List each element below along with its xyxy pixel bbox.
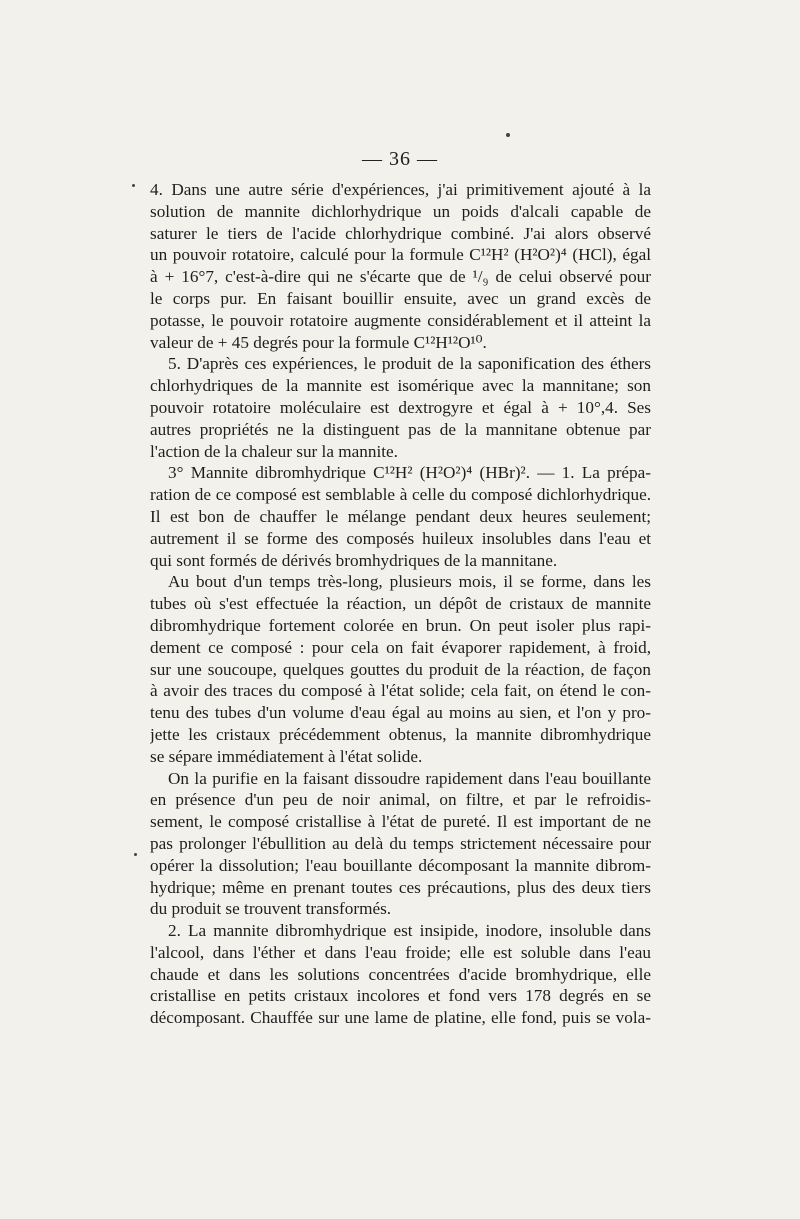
text-line: jette les cristaux précédemment obtenus, la mannite dibromhydrique bbox=[150, 724, 651, 744]
text-line: autres propriétés ne la distinguent pas de la mannitane obtenue par bbox=[150, 419, 651, 439]
text-line: sement, le composé cristallise à l'état de pureté. Il est important de ne bbox=[150, 812, 651, 832]
page-number: — 36 — bbox=[362, 148, 438, 170]
text-line: saturer le tiers de l'acide chlorhydrique combiné. J'ai alors observé bbox=[150, 223, 651, 243]
text-line: décomposant. Chauffée sur une lame de platine, elle fond, puis se vola- bbox=[150, 1008, 651, 1028]
text-line: On la purifie en la faisant dissoudre rapidement dans l'eau bouillante bbox=[168, 768, 651, 788]
text-line: à avoir des traces du composé à l'état solide; cela fait, on étend le con- bbox=[150, 681, 651, 701]
text-line: Au bout d'un temps très-long, plusieurs mois, il se forme, dans les bbox=[168, 572, 651, 592]
text-line: sur une soucoupe, quelques gouttes du produit de la réaction, de façon bbox=[150, 659, 651, 679]
text-line: qui sont formés de dérivés bromhydriques de la mannitane. bbox=[150, 550, 558, 570]
text-line: 5. D'après ces expériences, le produit de la saponification des éthers bbox=[168, 354, 651, 374]
text-line: en présence d'un peu de noir animal, on filtre, et par le refroidis- bbox=[150, 790, 651, 810]
text-line: autrement il se forme des composés huileux insolubles dans l'eau et bbox=[150, 528, 651, 548]
text-line: tenu des tubes d'un volume d'eau égal au moins au sien, et l'on y pro- bbox=[150, 703, 651, 723]
text-line: dibromhydrique fortement colorée en brun. On peut isoler plus rapi- bbox=[150, 615, 651, 635]
text-line: Il est bon de chauffer le mélange pendant deux heures seulement; bbox=[150, 506, 651, 526]
text-line: chlorhydriques de la mannite est isomérique avec la mannitane; son bbox=[150, 376, 651, 396]
text-line: ration de ce composé est semblable à celle du composé dichlorhydrique. bbox=[150, 485, 651, 505]
text-line: solution de mannite dichlorhydrique un poids d'alcali capable de bbox=[150, 201, 651, 221]
text-line: hydrique; même en prenant toutes ces précautions, plus des deux tiers bbox=[150, 877, 651, 897]
text-line: 2. La mannite dibromhydrique est insipide, inodore, insoluble dans bbox=[168, 921, 651, 941]
text-line: 3° Mannite dibromhydrique C¹²H² (H²O²)⁴ (HBr)². — 1. La prépa- bbox=[168, 463, 651, 483]
text-line: valeur de + 45 degrés pour la formule C¹²H¹²O¹⁰. bbox=[150, 332, 487, 352]
text-line: l'alcool, dans l'éther et dans l'eau froide; elle est soluble dans l'eau bbox=[150, 942, 651, 962]
text-line: pouvoir rotatoire moléculaire est dextrogyre et égal à + 10°,4. Ses bbox=[150, 397, 651, 417]
text-line: du produit se trouvent transformés. bbox=[150, 899, 392, 919]
text-line: dement ce composé : pour cela on fait évaporer rapidement, à froid, bbox=[150, 637, 651, 657]
text-line: 4. Dans une autre série d'expériences, j'ai primitivement ajouté à la bbox=[150, 180, 651, 199]
text-line: se sépare immédiatement à l'état solide. bbox=[150, 746, 423, 766]
text-line: tubes où s'est effectuée la réaction, un dépôt de cristaux de mannite bbox=[150, 594, 651, 614]
text-line: chaude et dans les solutions concentrées d'acide bromhydrique, elle bbox=[150, 964, 651, 984]
text-line: un pouvoir rotatoire, calculé pour la formule C¹²H² (H²O²)⁴ (HCl), égal bbox=[150, 245, 651, 265]
text-line: à + 16°7, c'est-à-dire qui ne s'écarte que de ¹/₉ de celui observé pour bbox=[150, 267, 651, 287]
text-line: l'action de la chaleur sur la mannite. bbox=[150, 441, 398, 461]
text-line: le corps pur. En faisant bouillir ensuite, avec un grand excès de bbox=[150, 288, 651, 308]
text-line: potasse, le pouvoir rotatoire augmente considérablement et il atteint la bbox=[150, 310, 651, 330]
body-text bbox=[150, 179, 651, 1029]
text-line: opérer la dissolution; l'eau bouillante décomposant la mannite dibrom- bbox=[150, 855, 651, 875]
text-line: pas prolonger l'ébullition au delà du temps strictement nécessaire pour bbox=[150, 833, 651, 853]
text-line: cristallise en petits cristaux incolores et fond vers 178 degrés en se bbox=[150, 986, 651, 1006]
